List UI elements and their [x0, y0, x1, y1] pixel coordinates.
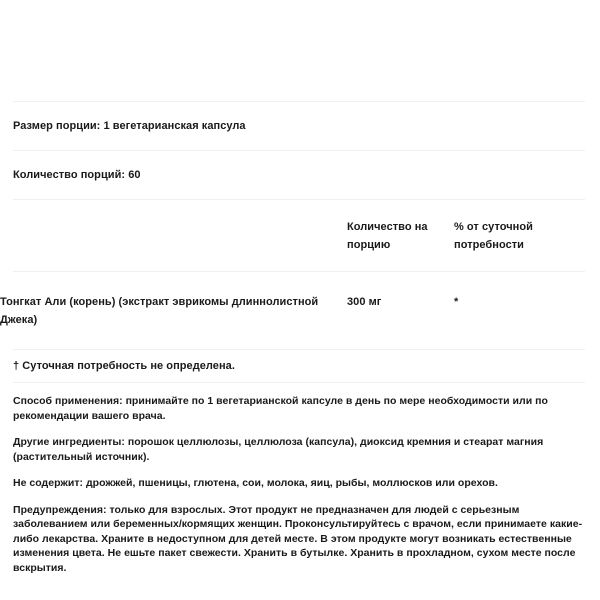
serving-size-label: Размер порции: 1 вегетарианская капсула — [13, 120, 246, 132]
serving-size-row — [0, 102, 600, 150]
ingredient-daily-value: * — [454, 296, 459, 308]
header-cell-daily-value — [454, 200, 600, 271]
top-spacer — [0, 0, 600, 101]
table-header-row — [0, 200, 600, 271]
header-cell-amount — [347, 200, 454, 271]
daily-value-footnote: † Суточная потребность не определена. — [13, 360, 235, 372]
allergen-statement-text: Не содержит: дрожжей, пшеницы, глютена, сои, молока, яиц, рыбы, моллюсков или орехов. — [13, 477, 498, 489]
supplement-facts-table — [0, 200, 600, 271]
servings-per-container-row — [0, 151, 600, 199]
cell-ingredient-amount — [347, 272, 454, 349]
header-daily-value-label: % от суточной потребности — [454, 221, 533, 251]
supplement-facts-body — [0, 272, 600, 349]
ingredient-amount: 300 мг — [347, 296, 382, 308]
directions-text: Способ применения: принимайте по 1 вегетарианской капсуле в день по мере необходимости или по рекомендации вашего врача. — [13, 395, 548, 422]
servings-per-container-label: Количество порций: 60 — [13, 169, 141, 181]
notes-section — [0, 394, 600, 575]
notes-top-gap — [0, 383, 600, 394]
table-row — [0, 272, 600, 349]
warnings-text: Предупреждения: только для взрослых. Этот продукт не предназначен для людей с серьезным заболеванием или беременных/кормящих женщин. Проконсультируйтесь с врачом, если принимаете какие-либо лекарства. Храните в недоступном для детей месте. В этом продукте могут возникать естественные изменения цвета. Не ешьте пакет свежести. Хранить в бутылке. Хранить в прохладном, сухом месте после вскрытия. — [13, 503, 583, 574]
header-amount-label: Количество на порцию — [347, 221, 428, 251]
ingredient-name: Тонгкат Али (корень) (экстракт эврикомы длиннолистной Джека) — [0, 296, 319, 326]
other-ingredients-text: Другие ингредиенты: порошок целлюлозы, целлюлоза (капсула), диоксид кремния и стеарат магния (растительный источник). — [13, 436, 544, 463]
header-cell-ingredient — [0, 200, 347, 271]
cell-ingredient-name — [0, 272, 347, 349]
cell-ingredient-daily-value — [454, 272, 600, 349]
daily-value-footnote-row — [0, 350, 600, 382]
